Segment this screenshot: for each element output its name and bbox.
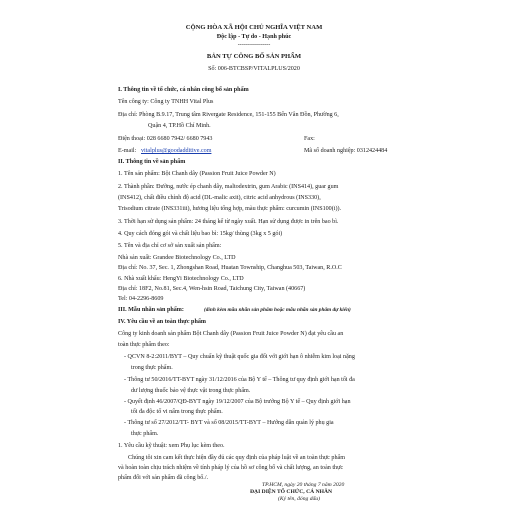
safety-intro-line-1: Công ty kinh doanh sản phẩm Bột Chanh dây (Passion Fruit Juice Powder N) đạt yêu cầu an: [118, 331, 344, 337]
signature-date: TP.HCM, ngày 20 tháng 7 năm 2020: [262, 482, 345, 488]
org-email-link[interactable]: vitalplus@goodadditive.com: [141, 148, 212, 154]
document-number: Số: 006-BTCBSP/VITALPLUS/2020: [208, 66, 300, 72]
ingredients-line-3: Trisodium citrate (INS331iii), hương liệu tổng hợp, màu thực phẩm: curcumin (INS100(i)).: [118, 206, 342, 212]
standard-tt27-line-2: thực phẩm.: [131, 431, 159, 437]
manufacturer-heading: 5. Tên và địa chỉ cơ sở sản xuất sản phẩm:: [118, 243, 222, 249]
org-address-line-1: Địa chỉ: Phòng B.9.17, Trung tâm Rivergate Residence, 151-155 Bến Vân Đồn, Phường 6,: [118, 112, 339, 118]
section-4-heading: IV. Yêu cầu về an toàn thực phẩm: [118, 319, 206, 325]
org-name: Tên công ty: Công ty TNHH Vital Plus: [118, 99, 214, 105]
pledge-line-3: phẩm đối với sản phẩm đã công bố./.: [118, 475, 209, 481]
section-2-heading: II. Thông tin về sản phẩm: [118, 159, 186, 165]
motto-rule: ----------------: [237, 42, 271, 48]
standard-tt27-line-1: - Thông tư số 27/2012/TT- BYT và số 08/2015/TT-BYT – Hướng dẫn quản lý phụ gia: [124, 420, 334, 426]
document-title: BẢN TỰ CÔNG BỐ SẢN PHẨM: [206, 53, 302, 60]
standard-tt50-line-2: dư lượng thuốc bảo vệ thực vật trong thực phẩm.: [131, 388, 251, 394]
org-phone: Điện thoại: 028 6680 7942/ 6680 7943: [118, 136, 213, 142]
signature-note: (Ký tên, đóng dấu): [278, 496, 320, 502]
ingredients-line-1: 2. Thành phần: Đường, nước ép chanh dây, maltodextrin, gum Arabic (INS414), guar gum: [118, 184, 339, 190]
exporter-name: 6. Nhà xuất khẩu: HengYi Biotechnology Co., LTD: [118, 276, 244, 282]
standard-tt50-line-1: - Thông tư 50/2016/TT-BYT ngày 31/12/2016 của Bộ Y tế – Thông tư quy định giới hạn tối đa: [124, 377, 355, 383]
standard-qcvn-line-1: - QCVN 8-2:2011/BYT – Quy chuẩn kỹ thuật quốc gia đối với giới hạn ô nhiễm kim loại nặng: [124, 354, 355, 360]
org-fax: Fax:: [304, 136, 315, 142]
nation-heading: CỘNG HÒA XÃ HỘI CHỦ NGHĨA VIỆT NAM: [185, 24, 323, 31]
exporter-tel: Tel: 04-2296-8609: [118, 296, 164, 302]
label-sample-note: (đính kèm mẫu nhãn sản phẩm hoặc mẫu nhãn sản phẩm dự kiến): [204, 307, 351, 313]
motto: Độc lập - Tự do - Hạnh phúc: [216, 34, 292, 40]
product-name: 1. Tên sản phẩm: Bột Chanh dây (Passion Fruit Juice Powder N): [118, 171, 276, 177]
standard-qd46-line-1: - Quyết định 46/2007/QĐ-BYT ngày 19/12/2007 của Bộ trưởng Bộ Y tế – Quy định giới hạn: [124, 399, 351, 405]
technical-requirements: 1. Yêu cầu kỹ thuật: xem Phụ lục kèm theo.: [118, 443, 225, 449]
pledge-line-2: và hoàn toàn chịu trách nhiệm về tính pháp lý của hồ sơ công bố và chất lượng, an toàn thực: [118, 465, 344, 471]
signature-title: ĐẠI DIỆN TỔ CHỨC, CÁ NHÂN: [250, 489, 333, 495]
standard-qd46-line-2: tối đa độc tố vi nấm trong thực phẩm.: [131, 409, 223, 415]
section-1-heading: I. Thông tin về tổ chức, cá nhân công bố sản phẩm: [118, 87, 249, 93]
enterprise-code: Mã số doanh nghiệp: 0312424484: [304, 148, 388, 154]
ingredients-line-2: (INS412), chất điều chỉnh độ acid (DL-malic axit), citric acid anhydrous (INS330),: [118, 195, 321, 201]
pledge-line-1: Chúng tôi xin cam kết thực hiện đầy đủ các quy định của pháp luật về an toàn thực phẩm: [128, 455, 345, 461]
manufacturer-name: Nhà sản xuất: Grandee Biotechnology Co., LTD: [118, 255, 236, 261]
packaging: 4. Quy cách đóng gói và chất liệu bao bì: 15kg/ thùng (3kg x 5 gói): [118, 231, 283, 237]
section-3-heading: III. Mẫu nhãn sản phẩm:: [118, 307, 184, 313]
org-address-line-2: Quận 4, TP.Hồ Chí Minh.: [148, 123, 211, 129]
exporter-address: Địa chỉ: 18F2, No.81, Sec.4, Wen-hsin Road, Taichung City, Taiwan (40667): [118, 286, 306, 292]
org-email-label: E-mail:: [118, 148, 137, 154]
shelf-life: 3. Thời hạn sử dụng sản phẩm: 24 tháng kể từ ngày xuất. Hạn sử dụng được in trên bao bì.: [118, 219, 339, 225]
manufacturer-address: Địa chỉ: No. 37, Sec. 1, Zhongshan Road, Huatan Township, Changhua 503, Taiwan, R.O.C: [118, 265, 342, 271]
safety-intro-line-2: toàn thực phẩm theo:: [118, 342, 170, 348]
standard-qcvn-line-2: trong thực phẩm.: [131, 365, 173, 371]
